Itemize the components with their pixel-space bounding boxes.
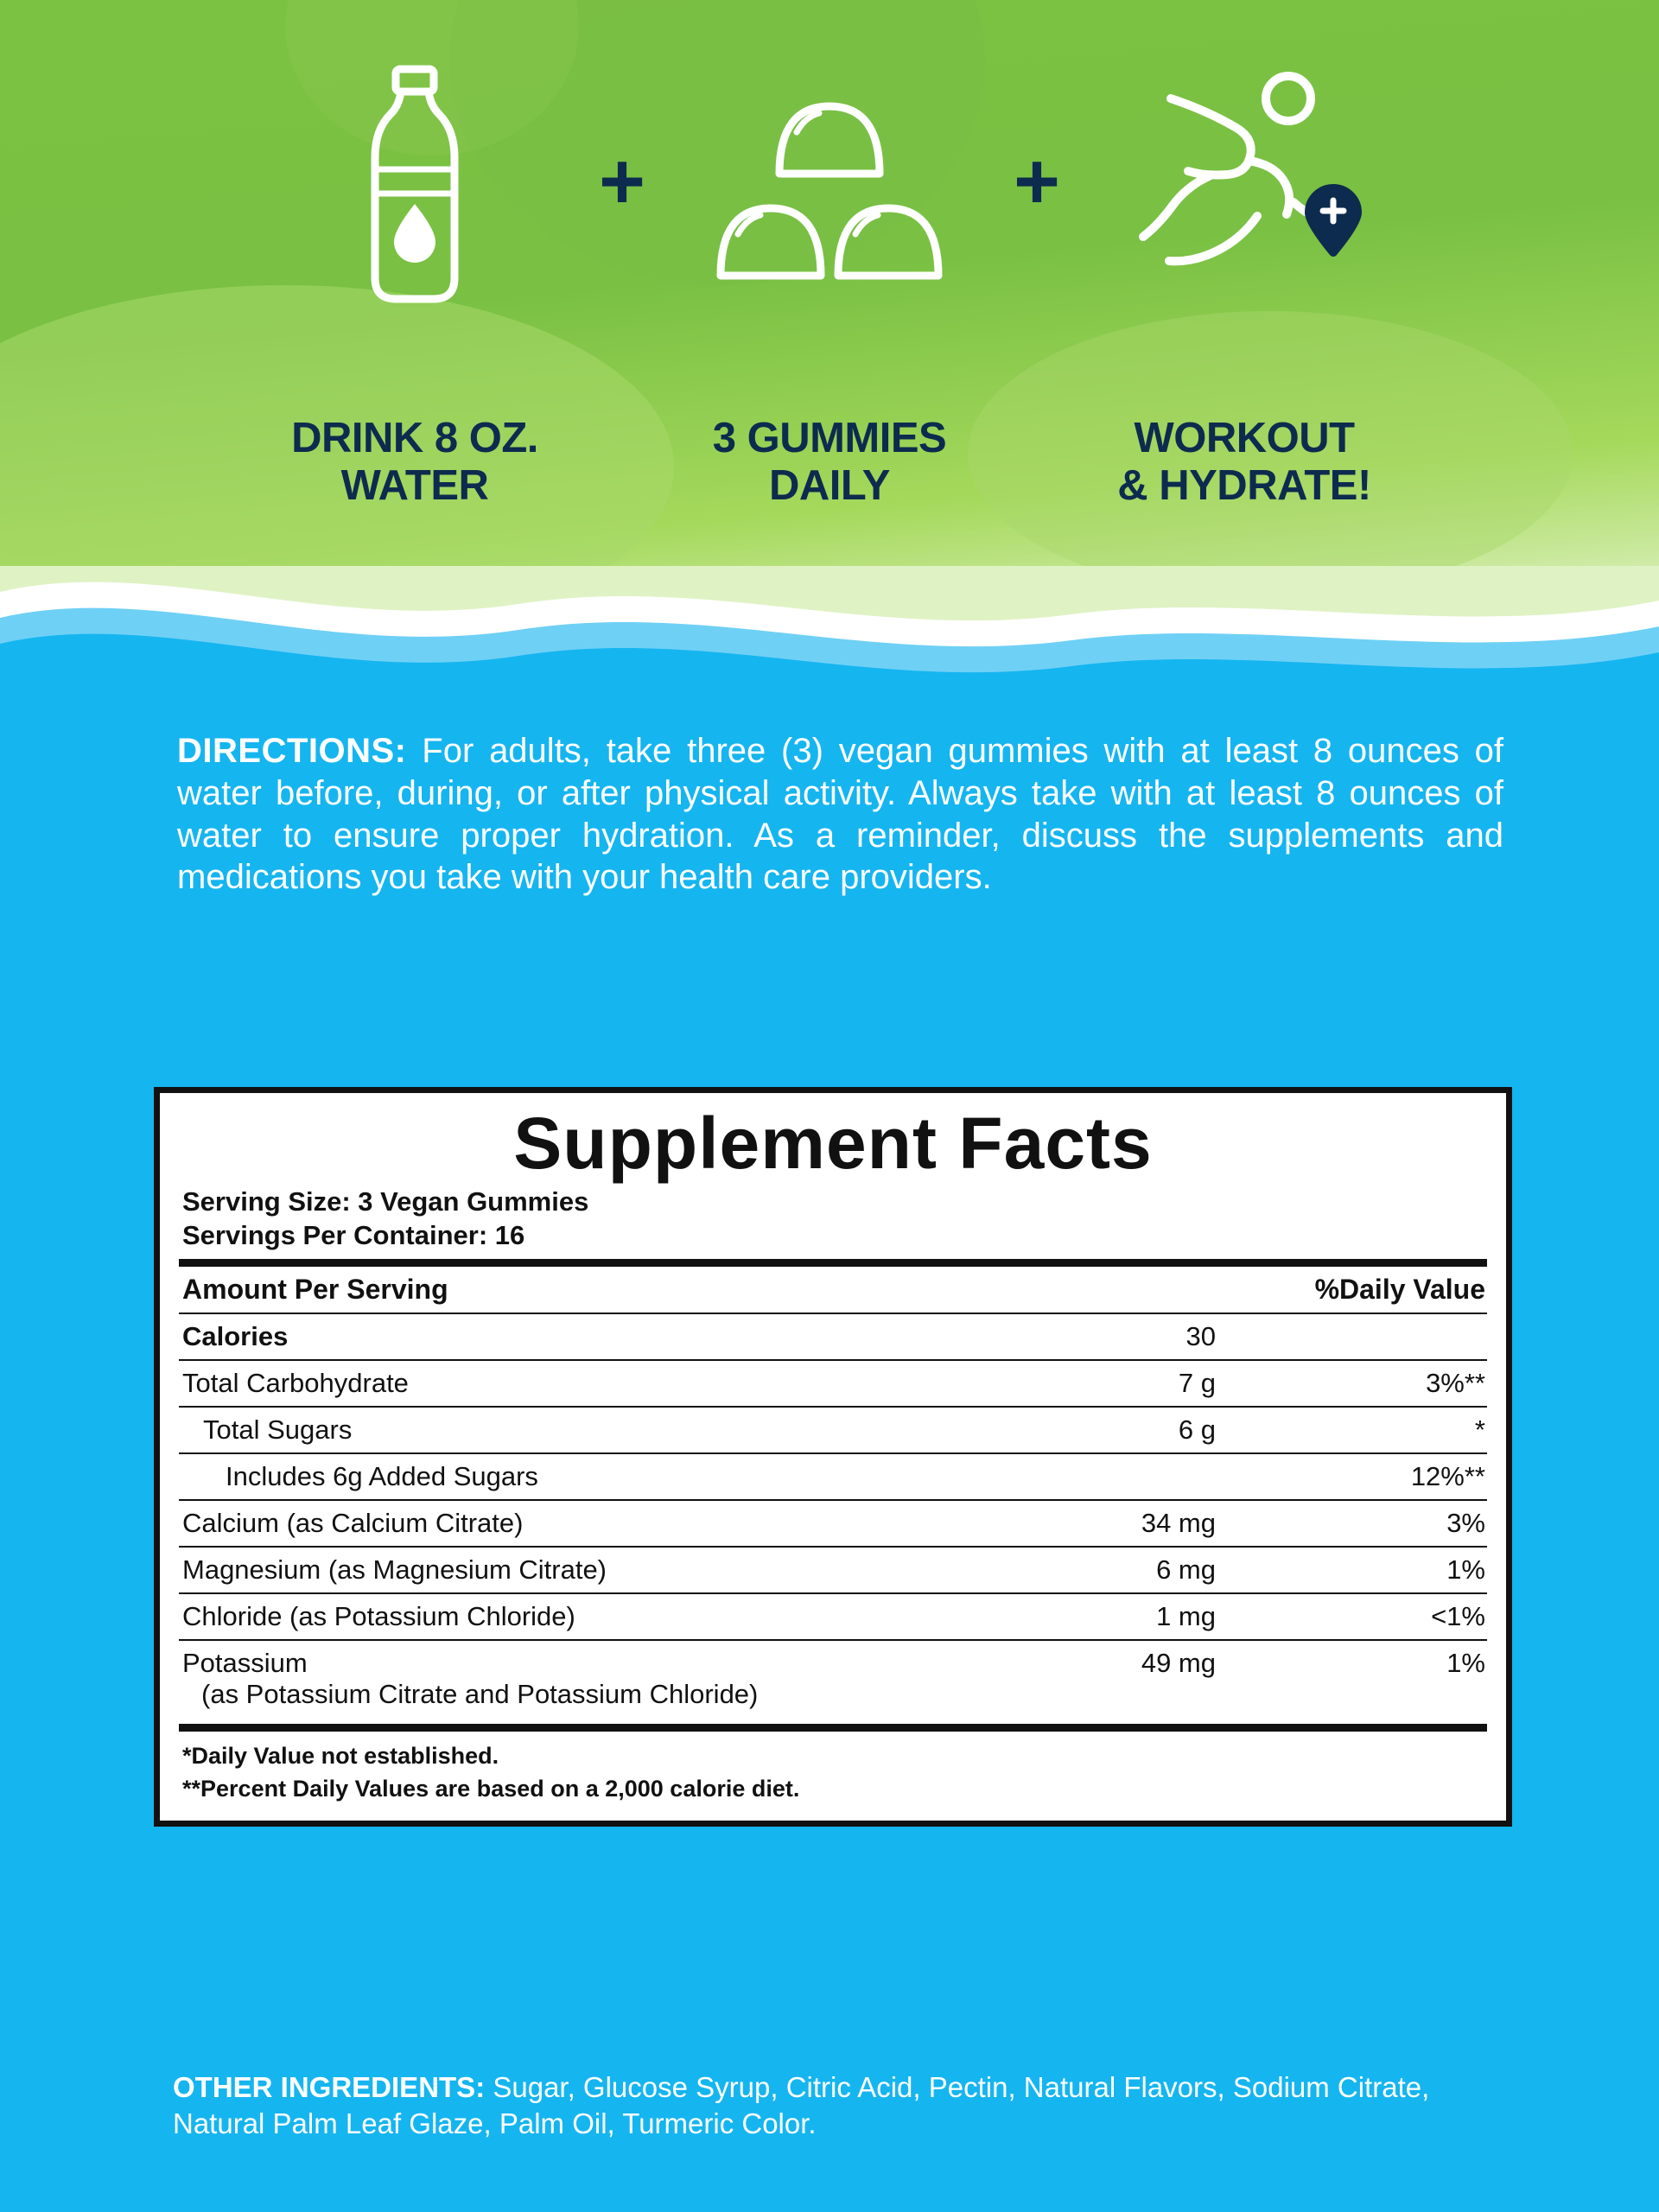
directions-body: For adults, take three (3) vegan gummies with at least 8 ounces of water before, during, or after physical activity. Always take with at least 8 ounces of water to ensure proper hydration. As a reminder, discuss the supplements and medications you take with your health care providers.: [177, 732, 1503, 897]
header-amount-spacer: [1012, 1267, 1271, 1313]
nutrient-amount: 6 g: [1012, 1407, 1271, 1453]
nutrient-name: Includes 6g Added Sugars: [179, 1453, 1012, 1500]
directions-heading: DIRECTIONS:: [177, 732, 407, 770]
step-3-label: [1089, 415, 1400, 510]
step-1-label-line1: DRINK 8 OZ.: [291, 415, 538, 461]
nutrient-name: Calcium (as Calcium Citrate): [179, 1500, 1012, 1547]
supplement-facts-panel: [154, 1087, 1512, 1827]
step-2-label: [674, 415, 985, 510]
step-3-label-line1: WORKOUT: [1134, 415, 1355, 461]
other-ingredients-body: Sugar, Glucose Syrup, Citric Acid, Pectin, Natural Flavors, Sodium Citrate, Natural Palm Leaf Glaze, Palm Oil, Turmeric Color.: [173, 2071, 1430, 2140]
serving-size: Serving Size: 3 Vegan Gummies: [182, 1186, 589, 1217]
usage-steps-icon-row: [0, 35, 1659, 346]
plus-separator-1: +: [599, 137, 645, 226]
footnote-2: **Percent Daily Values are based on a 2,000 calorie diet.: [182, 1775, 800, 1802]
nutrient-amount: [1012, 1453, 1271, 1500]
footnotes: [179, 1732, 1487, 1805]
step-2-label-line1: 3 GUMMIES: [712, 415, 947, 461]
divider-thick-top: [179, 1259, 1487, 1267]
wave-divider: [0, 566, 1659, 696]
potassium-label: Potassium: [182, 1648, 308, 1679]
other-ingredients-heading: OTHER INGREDIENTS:: [173, 2071, 486, 2103]
nutrient-dv: 3%**: [1271, 1360, 1487, 1407]
nutrient-dv: <1%: [1271, 1593, 1487, 1640]
other-ingredients-text: [173, 2069, 1521, 2142]
nutrient-dv: [1271, 1313, 1487, 1360]
nutrient-name: Total Sugars: [179, 1407, 1012, 1453]
table-row: [179, 1593, 1487, 1640]
nutrient-name: Chloride (as Potassium Chloride): [179, 1593, 1012, 1640]
nutrient-amount: 49 mg: [1141, 1648, 1216, 1679]
divider-thick-bottom: [179, 1724, 1487, 1732]
step-2-label-line2: DAILY: [768, 461, 890, 509]
nutrient-amount: 7 g: [1012, 1360, 1271, 1407]
nutrient-amount: 34 mg: [1012, 1500, 1271, 1547]
usage-steps-labels-row: [0, 415, 1659, 510]
water-bottle-icon: [328, 59, 501, 322]
header-daily-value: %Daily Value: [1271, 1267, 1487, 1313]
nutrient-name: Total Carbohydrate: [179, 1360, 1012, 1407]
footnote-1: *Daily Value not established.: [182, 1743, 499, 1770]
nutrient-amount: 30: [1012, 1313, 1271, 1360]
supplement-facts-title: Supplement Facts: [513, 1103, 1153, 1184]
nutrient-name-potassium: [179, 1640, 1012, 1717]
table-row: [179, 1313, 1487, 1360]
nutrient-name: Magnesium (as Magnesium Citrate): [179, 1547, 1012, 1593]
nutrient-name: Calories: [179, 1313, 1012, 1360]
table-row: [179, 1547, 1487, 1593]
nutrient-amount: 6 mg: [1012, 1547, 1271, 1593]
table-row-potassium: [179, 1640, 1487, 1717]
table-row: [179, 1453, 1487, 1500]
nutrient-dv: 1%: [1271, 1547, 1487, 1593]
table-row: [179, 1407, 1487, 1453]
step-3-icon-cell: [1089, 48, 1400, 333]
table-row: [179, 1360, 1487, 1407]
directions-text: [177, 730, 1503, 899]
step-1-icon-cell: [259, 48, 570, 333]
runner-hydrate-icon: [1119, 67, 1370, 314]
nutrient-dv: 12%**: [1271, 1453, 1487, 1500]
plus-separator-2: +: [1014, 137, 1060, 226]
gummies-icon: [700, 72, 959, 309]
servings-per-container: Servings Per Container: 16: [182, 1220, 525, 1251]
nutrient-dv: 1%: [1446, 1648, 1485, 1679]
table-row: [179, 1500, 1487, 1547]
supplement-facts-table: [179, 1267, 1487, 1717]
step-1-label: [259, 415, 570, 510]
step-2-icon-cell: [674, 48, 985, 333]
header-amount-per-serving: Amount Per Serving: [179, 1267, 1012, 1313]
table-header-row: [179, 1267, 1487, 1313]
step-1-label-line2: WATER: [340, 461, 489, 509]
step-3-label-line2: & HYDRATE!: [1117, 461, 1371, 509]
nutrient-dv: 3%: [1271, 1500, 1487, 1547]
potassium-source: (as Potassium Citrate and Potassium Chloride): [201, 1679, 759, 1710]
nutrient-dv: *: [1271, 1407, 1487, 1453]
nutrient-amount: 1 mg: [1012, 1593, 1271, 1640]
